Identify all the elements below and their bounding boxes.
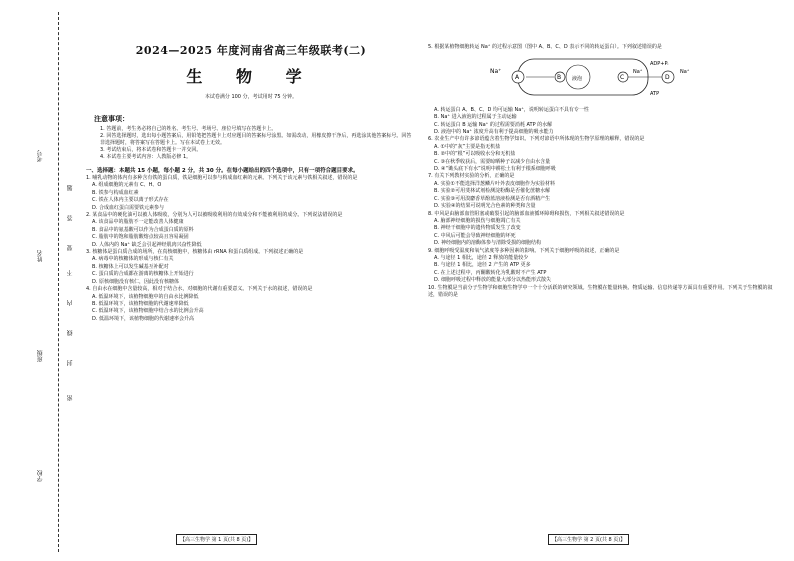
right-column — [428, 44, 778, 299]
transport-diagram — [468, 53, 698, 101]
footer-page-2: 【高三生物学 第 2 页(共 8 页)】 — [548, 534, 629, 545]
option: D. 人体内的 Na⁺ 缺乏会引起神经肌肉兴奋性降低 — [92, 241, 202, 248]
seal-char: 线 — [67, 330, 74, 336]
question-stem: 8. 中风是由脑部血管阻塞或破裂引起的脑部血液循环障碍和损伤，下列相关叙述错误的是 — [428, 210, 625, 217]
option: A. ①中的“灰”主要是指无机盐 — [434, 143, 501, 150]
exam-title: 2024—2025 年度河南省高三年级联考(二) — [135, 44, 367, 57]
option: B. 实验②可用斐林试剂检测淀粉酶是否催化蔗糖水解 — [434, 188, 551, 195]
option: A. 病毒中的核糖体的形成与核仁有关 — [92, 256, 174, 263]
label-d: D — [665, 74, 670, 82]
option: A. 该食品中的脂肪不一定能改善人体健康 — [92, 219, 184, 226]
class-label: 班级 — [37, 350, 44, 362]
label-b: B — [557, 74, 562, 82]
seal-char: 内 — [67, 300, 74, 306]
notice-title: 注意事项： — [94, 114, 129, 123]
option: A. 脑部神经细胞的损伤与细胞凋亡有关 — [434, 217, 521, 224]
label-c: C — [620, 74, 625, 82]
label-a: A — [515, 74, 520, 82]
notice-item: 1. 答题前，考生务必将自己的姓名、考生号、考场号、座位号填写在答题卡上。 — [100, 126, 277, 132]
na-label-left: Na⁺ — [490, 68, 502, 76]
question-left_questions-1 — [86, 212, 416, 249]
option: A. 低温环境下，该植物细胞中的自由水比例降低 — [92, 293, 199, 300]
question-left_questions-2 — [86, 249, 416, 286]
option: A. 转运蛋白 A、B、C、D 均可运输 Na⁺，说明转运蛋白不具有专一性 — [434, 106, 589, 113]
option: B. 与途径 1 相比，途径 2 产生的 ATP 更多 — [434, 262, 531, 269]
section-1-heading: 一、选择题：本题共 15 小题，每小题 2 分，共 30 分。在每小题给出的四个选项中，只有一项符合题目要求。 — [86, 168, 359, 174]
seal-char: 不 — [67, 270, 74, 276]
question-stem: 2. 某食品中的硬化油可以被人体吸收，分别为人可以被吸收利用的有效成分和不能被利用的成分。下列说法错误的是 — [86, 212, 343, 219]
option: A. 实验①不能选择洋葱鳞片叶外表皮细胞作为实验材料 — [434, 180, 555, 187]
question-left_questions-3 — [86, 286, 416, 323]
option: D. 合成血红蛋白需要铁元素参与 — [92, 204, 165, 211]
option: B. 神经干细胞中的遗传物质发生了改变 — [434, 225, 521, 232]
question-right_questions-5 — [428, 285, 778, 300]
notice-item: 2. 回答选择题时，选出每小题答案后，用铅笔把答题卡上对应题目的答案标号涂黑。如需改动，用橡皮擦干净后，再选涂其他答案标号。回答非选择题时，将答案写在答题卡上。写在本试卷上无效。 — [100, 133, 412, 146]
question-stem: 6. 农业生产中有许多谚语蕴含着生物学知识。下列对谚语中所体现的生物学原理的解释，错误的是 — [428, 136, 645, 143]
option: B. 核糖体上可以发生碱基互补配对 — [92, 263, 169, 270]
seal-char: 题 — [67, 185, 74, 191]
option: D. ④“锄头底下有水”说明中耕松土有利于根系细胞呼吸 — [434, 166, 556, 173]
question-stem: 7. 有关下列教材实验的分析，正确的是 — [428, 173, 515, 180]
option: C. 在上述过程中，丙酮酸转化为乳酸时不产生 ATP — [434, 269, 547, 276]
option: D. 液泡中的 Na⁺ 浓度升高有利于提高细胞的吸水能力 — [434, 129, 554, 136]
left-questions — [86, 175, 416, 323]
option: C. 实验③可用溴麝香草酚蓝溶液检测是否有酒精产生 — [434, 195, 551, 202]
option: C. 蛋白质的合成都在游离的核糖体上开始进行 — [92, 271, 194, 278]
seal-char: 答 — [67, 215, 74, 221]
subject-title: 生 物 学 — [186, 67, 316, 86]
option: B. ②中的“根”可以吸收水分和无机盐 — [434, 151, 516, 158]
question-stem: 1. 哺乳动物的体内有多种含有铁的蛋白质，铁是细胞可以参与构成血红素的元素。下列关于该元素与铁相关叙述，错误的是 — [86, 175, 358, 181]
question-5 — [428, 44, 778, 136]
option: B. Na⁺ 进入液泡的过程属于主动运输 — [434, 114, 517, 121]
question-stem: 4. 自由水在细胞中含量较高，相对于结合水，对细胞的代谢有重要意义。下列关于水的叙述，错误的是 — [86, 286, 313, 293]
question-right_questions-1 — [428, 136, 778, 173]
question-left_questions-0 — [86, 175, 416, 212]
option: A. 组成细胞的元素有 C、H、O — [92, 182, 162, 189]
na-label-right: Na⁺ — [680, 69, 690, 76]
option: B. 低温环境下，该植物细胞的代谢速率降低 — [92, 300, 189, 307]
question-right_questions-2 — [428, 173, 778, 210]
question-stem: 3. 核糖体是蛋白质合成的场所，在真核细胞中，核糖体由 rRNA 和蛋白质组成。下列叙述正确的是 — [86, 249, 304, 256]
option: C. 脂肪中的饱和脂肪酸熔点较高且容易凝固 — [92, 234, 189, 241]
option: B. 食品中的氨基酸可以作为合成蛋白质的原料 — [92, 226, 194, 233]
seal-char: 封 — [67, 360, 74, 366]
school-label: 学校 — [37, 470, 44, 482]
question-stem: 5. 根据某植物细胞转运 Na⁺ 的过程示意图（图中 A、B、C、D 表示不同的转运蛋白）。下列叙述错误的是 — [428, 44, 662, 50]
option: B. 铁参与构成血红素 — [92, 189, 139, 196]
option: C. 中风后可能会导致神经细胞的坏死 — [434, 232, 516, 239]
atp-label: ATP — [650, 91, 660, 98]
option: D. 神经细胞内的溶酶体参与清除受损的细胞结构 — [434, 240, 542, 247]
exam-meta: 本试卷满分 100 分，考试用时 75 分钟。 — [204, 94, 298, 100]
notice-list — [100, 126, 412, 161]
option: D. 实验④的结果可说明光合色素的种类和含量 — [434, 203, 536, 210]
right-questions — [428, 136, 778, 299]
question-right_questions-3 — [428, 211, 778, 248]
exam-number-label: 考号 — [37, 150, 44, 162]
question-stem: 9. 细胞呼吸受温度和氧气浓度等多种因素的影响。下列关于细胞呼吸的叙述，正确的是 — [428, 247, 620, 254]
seal-char: 密 — [67, 395, 74, 401]
notice-item: 4. 本试卷主要考试内容：人教版必修 1。 — [100, 154, 192, 160]
notice-item: 3. 考试结束后，将本试卷和答题卡一并交回。 — [100, 147, 202, 153]
left-column — [86, 108, 416, 323]
option: A. 与途径 1 相比，途径 2 释放的能量较少 — [434, 254, 529, 261]
exam-header — [86, 42, 416, 100]
na-label-mid: Na⁺ — [633, 69, 643, 76]
question-stem: 10. 生物膜是当前分子生物学和细胞生物学中一个十分活跃的研究领域。生物膜在能量转换、物质运输、信息传递等方面具有重要作用。下列关于生物膜的叙述，错误的是 — [428, 284, 773, 298]
option: C. ③在秋季收获后，需要晾晒种子以减少自由水含量 — [434, 158, 551, 165]
seal-line — [58, 12, 59, 552]
footer-page-1: 【高三生物学 第 1 页(共 8 页)】 — [176, 534, 257, 545]
question-right_questions-4 — [428, 248, 778, 285]
option: D. 低温环境下，该植物细胞的代谢速率会升高 — [92, 315, 195, 322]
option: D. 细胞呼吸过程中释放的能量大部分以热能形式散失 — [434, 277, 552, 284]
seal-char: 要 — [67, 245, 74, 251]
vacuole-label: 液泡 — [572, 76, 583, 83]
adp-label: ADP+Pᵢ — [650, 61, 669, 68]
name-label: 姓名 — [37, 250, 44, 262]
option: C. 转运蛋白 B 运输 Na⁺ 的过程需要消耗 ATP 的水解 — [434, 121, 553, 128]
option: C. 低温环境下，该植物细胞中结合水的比例会升高 — [92, 308, 204, 315]
option: C. 铁在人体内主要以离子形式存在 — [92, 197, 169, 204]
option: D. 原核细胞没有核仁，因此没有核糖体 — [92, 278, 180, 285]
binding-strip — [0, 0, 86, 561]
